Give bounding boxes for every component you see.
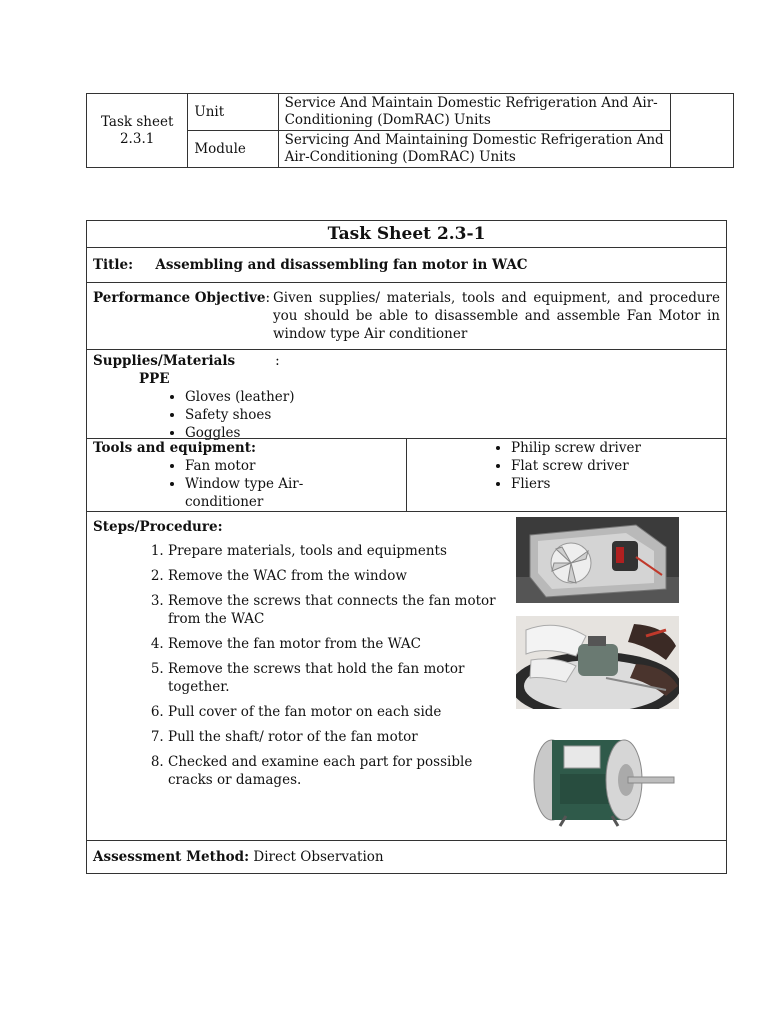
tools-right-list [413,439,720,493]
unit-value: Service And Maintain Domestic Refrigeration And Air-Conditioning (DomRAC) Units [278,94,670,131]
title-value: Assembling and disassembling fan motor in WAC [155,257,528,273]
assessment-row [87,841,727,874]
task-sheet-number: 2.3.1 [119,130,155,147]
fan-motor-photo [516,728,679,828]
task-sheet-id-cell [87,94,188,168]
steps-list [93,542,508,789]
supplies-label: Supplies/Materials [93,353,236,369]
tools-label: Tools and equipment: [93,440,256,456]
objective-row [87,283,727,350]
list-item: 2. Remove the WAC from the window [168,567,508,585]
list-item: • Fan motor [185,457,400,475]
list-item: • Window type Air-conditioner [185,475,335,511]
header-empty-cell [670,94,733,168]
list-item: 7. Pull the shaft/ rotor of the fan motor [168,728,508,746]
list-item: 3. Remove the screws that connects the fan motor from the WAC [168,592,508,628]
list-item: 6. Pull cover of the fan motor on each side [168,703,508,721]
fan-disassembly-photo [516,616,679,709]
steps-label: Steps/Procedure: [93,519,223,535]
header-table [86,93,734,168]
list-item: • Flat screw driver [511,457,720,475]
list-item: • Gloves (leather) [185,388,720,406]
list-item: • Safety shoes [185,406,720,424]
objective-label: Performance Objective [93,290,266,306]
list-item: • Philip screw driver [511,439,720,457]
supplies-colon: : [275,353,280,369]
fan-motor-icon [516,728,679,828]
module-value: Servicing And Maintaining Domestic Refrigeration And Air-Conditioning (DomRAC) Units [278,131,670,168]
objective-colon: : [265,290,271,306]
supplies-row [87,350,727,439]
ppe-label: PPE [139,371,170,387]
ppe-list [93,388,720,442]
fan-disassembly-icon [516,616,679,709]
tools-left-cell [87,439,407,512]
sheet-heading: Task Sheet 2.3-1 [87,221,727,248]
module-label: Module [188,131,278,168]
tools-left-list [93,457,400,511]
list-item: 1. Prepare materials, tools and equipments [168,542,508,560]
assessment-value: Direct Observation [253,849,384,865]
unit-label: Unit [188,94,278,131]
task-sheet-label: Task sheet [100,113,174,130]
objective-text: Given supplies/ materials, tools and equipment, and procedure you should be able to disassemble and assemble Fan Motor in window type Air conditioner [273,290,720,342]
title-label: Title: [93,257,134,273]
wac-opened-icon [516,517,679,603]
list-item: 4. Remove the fan motor from the WAC [168,635,508,653]
list-item: • Goggles [185,424,720,442]
title-row [87,248,727,283]
list-item: 8. Checked and examine each part for possible cracks or damages. [168,753,508,789]
assessment-label: Assessment Method: [93,849,250,865]
wac-opened-photo [516,517,679,603]
tools-right-cell [407,439,727,512]
list-item: • Fliers [511,475,720,493]
list-item: 5. Remove the screws that hold the fan motor together. [168,660,508,696]
